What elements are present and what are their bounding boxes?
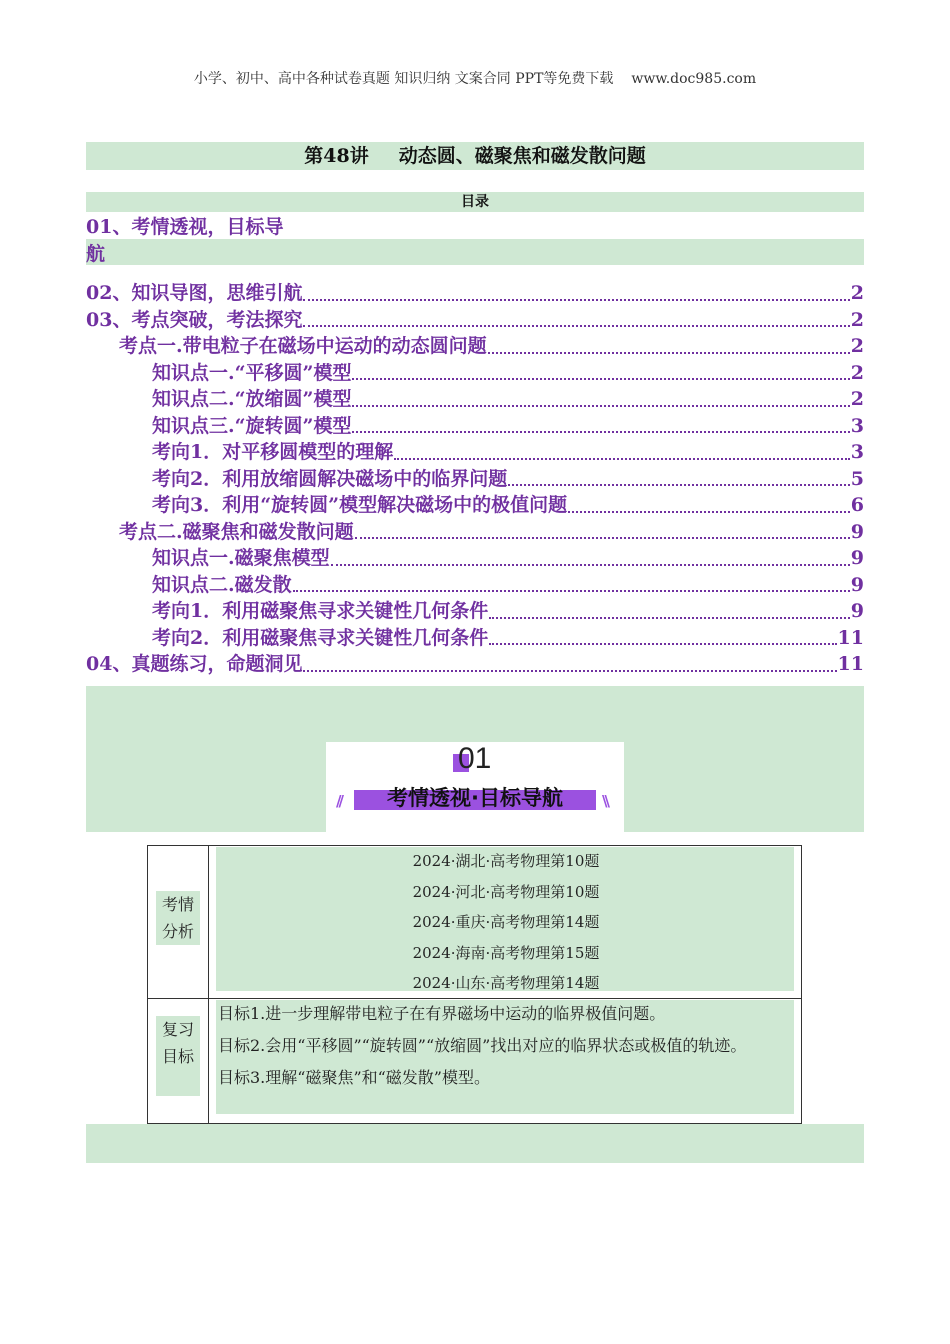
row-label-analysis-1: 考情	[161, 895, 194, 914]
page-title	[86, 142, 864, 170]
toc-item-label: 考向2．利用放缩圆解决磁场中的临界问题	[152, 467, 508, 490]
toc-leader-dots	[352, 431, 849, 433]
bottom-band	[86, 1124, 864, 1163]
row-label-goals-1: 复习	[161, 1020, 194, 1039]
exam-item: 2024·河北·高考物理第10题	[412, 882, 600, 901]
section-banner	[326, 742, 624, 832]
toc-list	[86, 280, 864, 678]
toc-item[interactable]	[86, 307, 864, 334]
toc-item-label: 考向1．利用磁聚焦寻求关键性几何条件	[152, 600, 489, 622]
toc-heading: 目录	[461, 194, 489, 210]
row-label-goals-2: 目标	[161, 1047, 194, 1066]
toc-leader-dots	[352, 378, 849, 380]
toc-item-page: 9	[850, 547, 864, 569]
section-title: 考情透视·目标导航	[387, 786, 563, 810]
page-header	[0, 68, 950, 88]
goal-item: 目标1.进一步理解带电粒子在有界磁场中运动的临界极值问题。	[218, 1004, 666, 1023]
toc-leader-dots	[568, 511, 850, 513]
toc-item-label: 考点二.磁聚焦和磁发散问题	[119, 520, 354, 543]
exam-analysis-table	[147, 845, 802, 1124]
toc-leader-dots	[355, 537, 850, 539]
toc-item-page: 3	[850, 441, 864, 463]
toc-item-page: 2	[850, 308, 864, 331]
toc-item[interactable]	[86, 519, 864, 546]
toc-item-01-line1: 01、考情透视，目标导	[86, 216, 284, 238]
toc-item[interactable]	[86, 439, 864, 466]
toc-item-label: 04、真题练习，命题洞见	[86, 653, 303, 675]
exam-item: 2024·湖北·高考物理第10题	[412, 852, 600, 870]
toc-leader-dots	[293, 590, 850, 592]
toc-item-label: 知识点一.磁聚焦模型	[152, 547, 330, 569]
toc-item-label: 考向1．对平移圆模型的理解	[152, 441, 394, 463]
lecture-topic: 动态圆、磁聚焦和磁发散问题	[398, 145, 646, 167]
exam-item: 2024·山东·高考物理第14题	[412, 974, 600, 993]
toc-leader-dots	[331, 564, 850, 566]
toc-item-label: 考向2．利用磁聚焦寻求关键性几何条件	[152, 626, 489, 649]
goals-list	[218, 998, 798, 1094]
table-divider-vertical	[208, 846, 209, 1123]
toc-item[interactable]	[86, 386, 864, 413]
toc-item-label: 03、考点突破，考法探究	[86, 308, 303, 331]
toc-item-01[interactable]	[86, 214, 326, 268]
row-label-analysis	[156, 891, 200, 945]
toc-item[interactable]	[86, 333, 864, 360]
toc-item[interactable]	[86, 572, 864, 599]
toc-item-page: 2	[850, 361, 864, 384]
lecture-number: 第48讲	[304, 145, 369, 167]
section-number: 01	[458, 742, 492, 775]
toc-item-label: 知识点二.“放缩圆”模型	[152, 388, 352, 410]
toc-item[interactable]	[86, 598, 864, 625]
toc-item-label: 知识点三.“旋转圆”模型	[152, 414, 352, 437]
toc-item-label: 知识点二.磁发散	[152, 573, 292, 596]
toc-item[interactable]	[86, 360, 864, 387]
goal-item: 目标3.理解“磁聚焦”和“磁发散”模型。	[218, 1068, 490, 1087]
exam-item: 2024·重庆·高考物理第14题	[412, 913, 600, 932]
toc-item-page: 3	[850, 414, 864, 437]
left-slash-decoration: //	[336, 792, 341, 810]
toc-item-page: 5	[850, 467, 864, 490]
toc-item-page: 2	[850, 388, 864, 410]
toc-item[interactable]	[86, 466, 864, 493]
toc-leader-dots	[303, 325, 849, 327]
toc-item-page: 9	[850, 520, 864, 543]
header-text: 小学、初中、高中各种试卷真题 知识归纳 文案合同 PPT等免费下载	[193, 71, 614, 87]
exam-list	[216, 846, 796, 999]
toc-item-page: 2	[850, 335, 864, 357]
toc-item[interactable]	[86, 545, 864, 572]
goal-item: 目标2.会用“平移圆”“旋转圆”“放缩圆”找出对应的临界状态或极值的轨迹。	[218, 1036, 747, 1055]
toc-item-page: 11	[837, 626, 864, 649]
row-label-analysis-2: 分析	[161, 922, 194, 941]
toc-item-01-line2: 航	[86, 243, 106, 265]
toc-item-page: 6	[850, 494, 864, 516]
toc-item-label: 知识点一.“平移圆”模型	[152, 361, 352, 384]
row-label-goals	[156, 1016, 200, 1070]
toc-leader-dots	[303, 299, 849, 301]
toc-item[interactable]	[86, 651, 864, 678]
exam-item: 2024·海南·高考物理第15题	[412, 943, 600, 962]
toc-item[interactable]	[86, 413, 864, 440]
toc-leader-dots	[488, 352, 850, 354]
toc-leader-dots	[352, 405, 849, 407]
toc-item-page: 2	[850, 282, 864, 304]
toc-leader-dots	[489, 643, 836, 645]
toc-item-page: 9	[850, 600, 864, 622]
toc-leader-dots	[394, 458, 850, 460]
right-slash-decoration: \\	[602, 792, 607, 810]
toc-item-label: 考向3．利用“旋转圆”模型解决磁场中的极值问题	[152, 494, 568, 516]
toc-item-label: 考点一.带电粒子在磁场中运动的动态圆问题	[119, 335, 487, 357]
toc-leader-dots	[508, 484, 850, 486]
toc-item-page: 9	[850, 573, 864, 596]
header-url: www.doc985.com	[631, 71, 757, 87]
toc-leader-dots	[489, 617, 850, 619]
toc-item-page: 11	[837, 653, 864, 675]
toc-item[interactable]	[86, 492, 864, 519]
toc-item-label: 02、知识导图，思维引航	[86, 282, 303, 304]
toc-item[interactable]	[86, 280, 864, 307]
toc-leader-dots	[303, 670, 836, 672]
toc-item[interactable]	[86, 625, 864, 652]
